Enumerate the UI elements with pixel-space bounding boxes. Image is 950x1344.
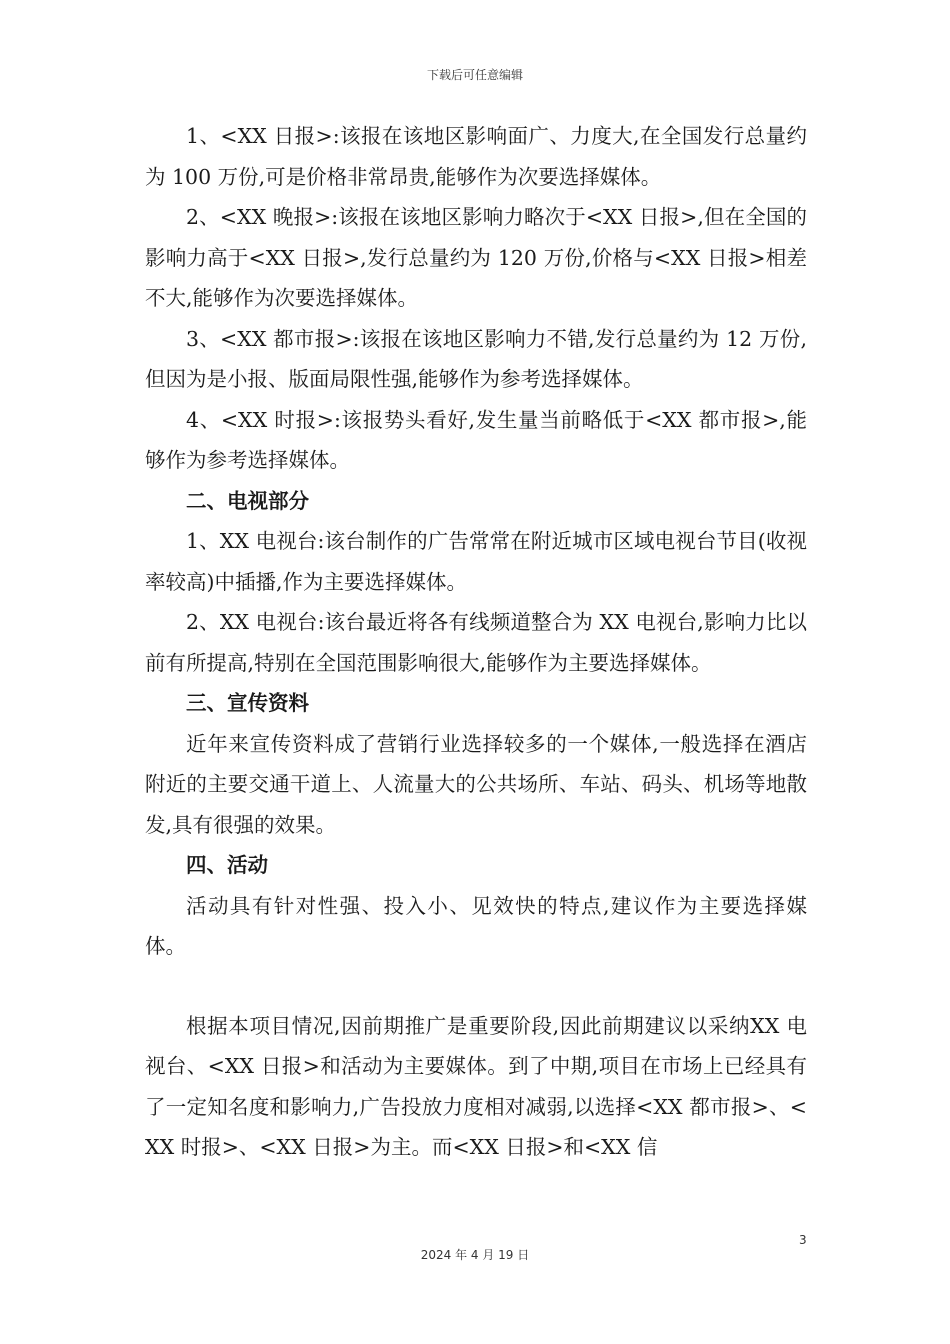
paragraph-tv-station-2: 2、XX 电视台:该台最近将各有线频道整合为 XX 电视台,影响力比以前有所提高,特别在全国范围影响很大,能够作为主要选择媒体。 [145, 610, 807, 675]
paragraph-project-plan: 根据本项目情况,因前期推广是重要阶段,因此前期建议以采纳XX 电视台、<XX 日报>和活动为主要媒体。到了中期,项目在市场上已经具有了一定知名度和影响力,广告投放力度相对减弱,以选择<XX 都市报>、<XX 时报>、<XX 日报>为主。而<XX 日报>和<XX 信 [145, 1013, 807, 1159]
section-heading-tv: 二、电视部分 [186, 488, 309, 513]
section-heading-promo-materials: 三、宣传资料 [186, 691, 309, 715]
paragraph-promo-materials: 近年来宣传资料成了营销行业选择较多的一个媒体,一般选择在酒店附近的主要交通干道上、人流量大的公共场所、车站、码头、机场等地散发,具有很强的效果。 [145, 731, 807, 837]
paragraph-events: 活动具有针对性强、投入小、见效快的特点,建议作为主要选择媒体。 [145, 893, 807, 958]
page-number: 3 [799, 1233, 807, 1247]
paragraph-tv-station-1: 1、XX 电视台:该台制作的广告常常在附近城市区域电视台节目(收视率较高)中插播,作为主要选择媒体。 [145, 529, 807, 594]
paragraph-xx-evening-news: 2、<XX 晚报>:该报在该地区影响力略次于<XX 日报>,但在全国的影响力高于<XX 日报>,发行总量约为 120 万份,价格与<XX 日报>相差不大,能够作为次要选择媒体。 [145, 205, 807, 310]
document-body [145, 116, 807, 1168]
paragraph-xx-metro-news: 3、<XX 都市报>:该报在该地区影响力不错,发行总量约为 12 万份,但因为是小报、版面局限性强,能够作为参考选择媒体。 [145, 326, 807, 391]
paragraph-xx-daily: 1、<XX 日报>:该报在该地区影响面广、力度大,在全国发行总量约为 100 万份,可是价格非常昂贵,能够作为次要选择媒体。 [145, 124, 807, 189]
page-header: 下载后可任意编辑 [426, 68, 523, 82]
paragraph-xx-times: 4、<XX 时报>:该报势头看好,发生量当前略低于<XX 都市报>,能够作为参考选择媒体。 [145, 407, 807, 472]
paragraph-spacer [145, 967, 807, 1006]
page-footer-date: 2024 年 4 月 19 日 [420, 1248, 530, 1262]
section-heading-events: 四、活动 [186, 853, 268, 877]
